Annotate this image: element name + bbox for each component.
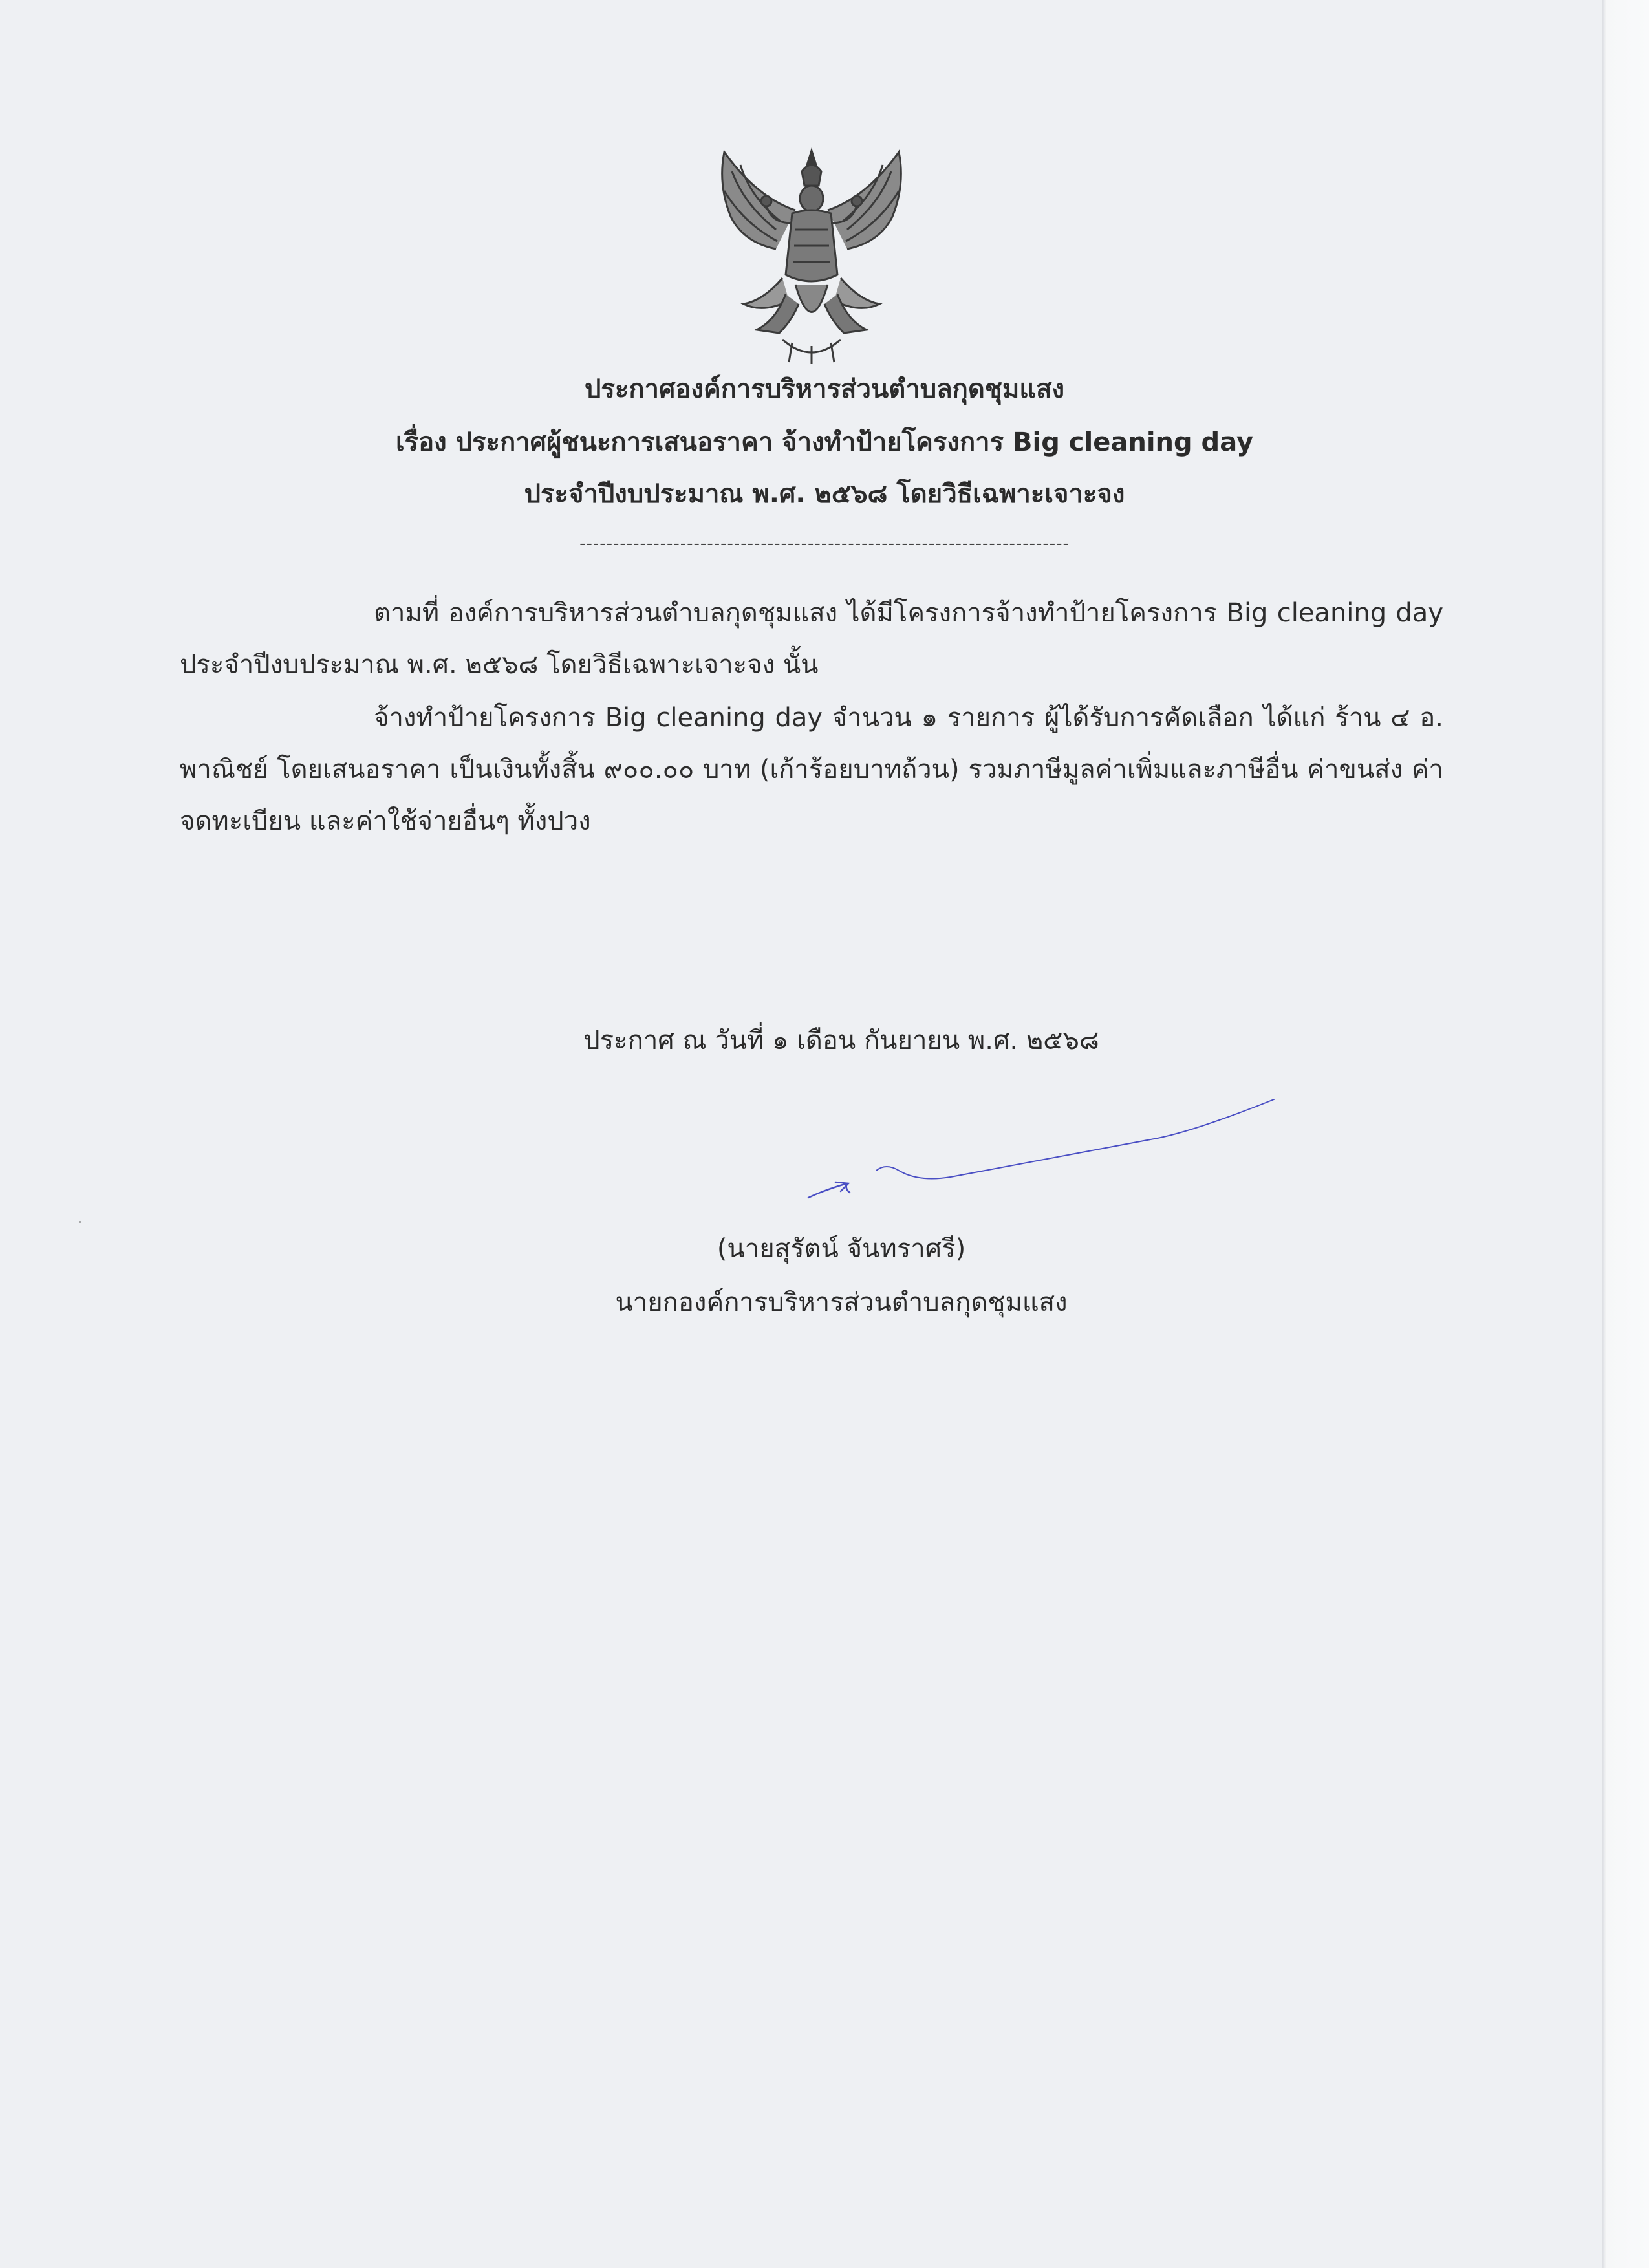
signer-name: (นายสุรัตน์ จันทราศรี) (717, 1234, 966, 1264)
header-separator: ------------------------------------------------------------------------- (579, 534, 1070, 554)
body-paragraph-2: จ้างทำป้ายโครงการ Big cleaning day จำนวน ๑ รายการ ผู้ได้รับการคัดเลือก ได้แก่ ร้าน ๔ อ. พาณิชย์ โดยเสนอราคา เป็นเงินทั้งสิ้น ๙๐๐.๐๐ บาท (เก้าร้อยบาทถ้วน) รวมภาษีมูลค่าเพิ่มและภาษีอื่น ค่าขนส่ง ค่าจดทะเบียน และค่าใช้จ่ายอื่นๆ ทั้งปวง (180, 703, 1443, 836)
signature-mark (795, 1086, 1287, 1203)
announcement-title: ประกาศองค์การบริหารส่วนตำบลกุดชุมแสง (584, 374, 1065, 404)
announcement-date: ประกาศ ณ วันที่ ๑ เดือน กันยายน พ.ศ. ๒๕๖๘ (583, 1026, 1099, 1055)
scan-speck (79, 1221, 81, 1223)
garuda-emblem-icon (705, 146, 918, 365)
announcement-fiscal-year: ประจำปีงบประมาณ พ.ศ. ๒๕๖๘ โดยวิธีเฉพาะเจาะจง (524, 479, 1125, 509)
body-paragraph-1: ตามที่ องค์การบริหารส่วนตำบลกุดชุมแสง ได้มีโครงการจ้างทำป้ายโครงการ Big cleaning day ประจำปีงบประมาณ พ.ศ. ๒๕๖๘ โดยวิธีเฉพาะเจาะจง นั้น (180, 598, 1443, 680)
page-edge-shadow (1602, 0, 1649, 2268)
announcement-subject: เรื่อง ประกาศผู้ชนะการเสนอราคา จ้างทำป้ายโครงการ Big cleaning day (395, 427, 1254, 457)
signer-title: นายกองค์การบริหารส่วนตำบลกุดชุมแสง (615, 1288, 1068, 1317)
